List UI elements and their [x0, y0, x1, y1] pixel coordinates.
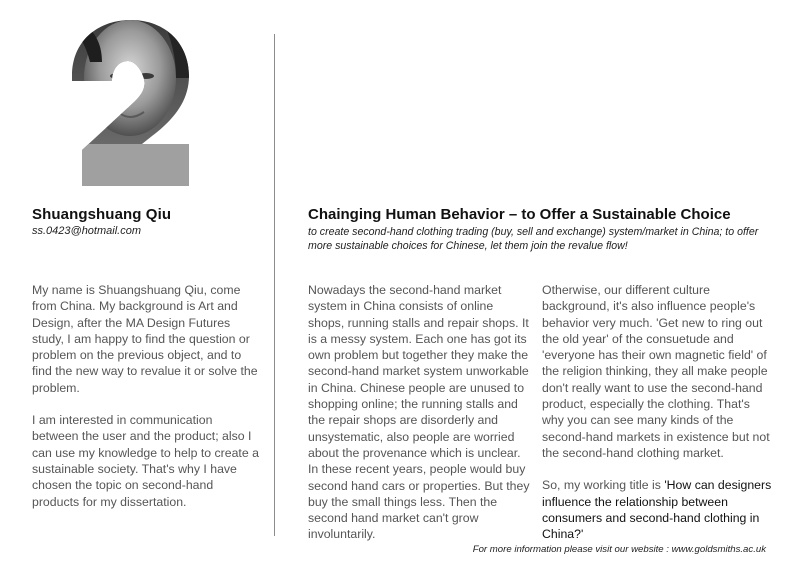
working-title-question: 'How can designers influence the relationship between consumers and second-hand clothing in China?'	[542, 478, 772, 542]
author-email: ss.0423@hotmail.com	[32, 225, 141, 237]
project-subtitle: to create second-hand clothing trading (buy, sell and exchange) system/market in China; to offer more sustainable choices for Chinese, let them join the revalue flow!	[308, 226, 759, 252]
body-column-right	[542, 282, 774, 558]
body-paragraph: Otherwise, our different culture background, it's also influence people's behavior very much. 'Get new to ring out the old year' of the consuetude and 'everyone has their own magnetic field' of the religion thinking, they all make people don't really want to use the second-hand product, especially the clothing. That's why you can see many kinds of the second-hand markets in existence but not the second-hand clothing market.	[542, 283, 770, 460]
project-title: Chainging Human Behavior – to Offer a Sustainable Choice	[308, 206, 731, 223]
portrait-graphic	[72, 18, 190, 188]
footer-website-note: For more information please visit our website : www.goldsmiths.ac.uk	[472, 544, 766, 555]
column-divider	[274, 34, 275, 536]
number-two-portrait-icon	[72, 18, 190, 188]
bio-paragraph: I am interested in communication between the user and the product; also I can use my knowledge to help to create a sustainable society. That's why I have chosen the topic on second-hand products for my dissertation.	[32, 413, 259, 509]
author-name: Shuangshuang Qiu	[32, 206, 172, 223]
body-paragraph: Nowadays the second-hand market system in China consists of online shops, running stalls and repair shops. It is a messy system. Each one has got its own problem but together they make the second-hand market system unworkable in China. Chinese people are unused to shopping online; the running stalls and the repair shops are disorderly and unsystematic, also people are worried about the provenance which is unclear. In these recent years, people would buy second hand cars or properties. But they buy the small things less. Then the second hand market can't grow involuntarily.	[308, 283, 530, 542]
body-column-left	[308, 282, 530, 559]
author-bio	[32, 282, 260, 526]
bio-paragraph: My name is Shuangshuang Qiu, come from China. My background is Art and Design, after the MA Design Futures study, I am happy to find the question or problem on the previous object, and to find the new way to revalue it or solve the problem.	[32, 283, 258, 395]
working-title-paragraph	[542, 477, 774, 542]
working-title-lead: So, my working title is	[542, 478, 665, 493]
